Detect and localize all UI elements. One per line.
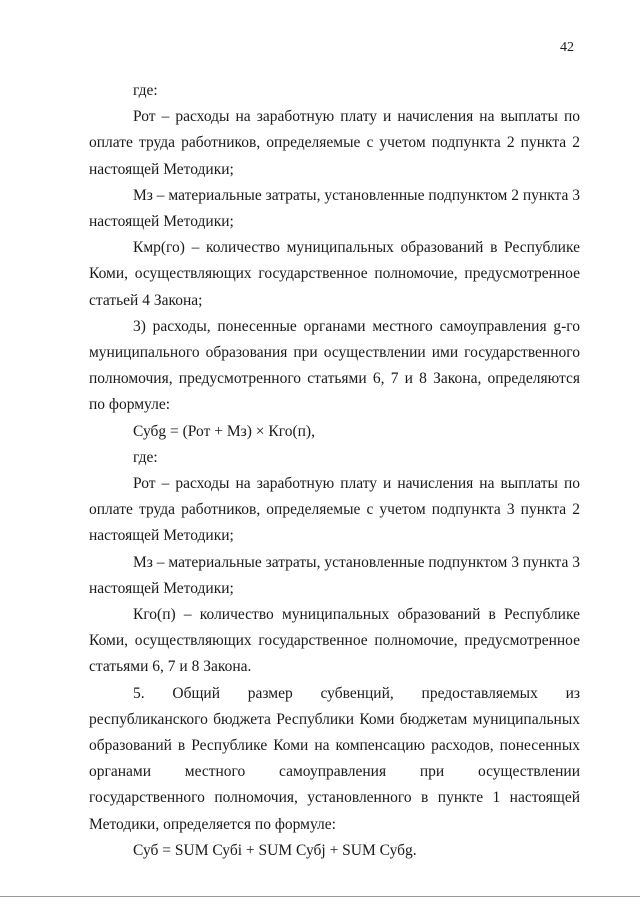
document-body [89, 78, 580, 864]
where-label: где: [133, 82, 158, 99]
clause-5-paragraph: 5. Общий размер субвенций, предоставляемых из республиканского бюджета Республики Коми бюджетам муниципальных образований в Республике Коми на компенсацию расходов, понесенных органами местного самоуправления при осуществлении государственного полномочия, установленного в пункте 1 настоящей Методики, определяется по формуле: [89, 684, 580, 833]
definition-rot: Рот – расходы на заработную плату и начисления на выплаты по оплате труда работников, определяемые с учетом подпункта 2 пункта 2 настоящей Методики; [89, 108, 580, 178]
clause-3-paragraph: 3) расходы, понесенные органами местного самоуправления g-го муниципального образования при осуществлении ими государственного полномочия, предусмотренного статьями 6, 7 и 8 Закона, определяются по формуле: [89, 317, 580, 414]
page-number: 42 [560, 40, 574, 55]
formula-sub-g: Субg = (Рот + Мз) × Кго(п), [133, 422, 315, 440]
definition-rot: Рот – расходы на заработную плату и начисления на выплаты по оплате труда работников, определяемые с учетом подпункта 3 пункта 2 настоящей Методики; [89, 475, 580, 545]
where-label: где: [133, 448, 158, 466]
page-bottom-divider [0, 896, 640, 897]
definition-mz: Мз – материальные затраты, установленные подпунктом 2 пункта 3 настоящей Методики; [89, 186, 580, 231]
definition-kmr: Кмр(го) – количество муниципальных образований в Республике Коми, осуществляющих государственное полномочие, предусмотренное статьей 4 Закона; [89, 239, 580, 309]
definition-mz: Мз – материальные затраты, установленные подпунктом 3 пункта 3 настоящей Методики; [89, 553, 580, 597]
formula-sub-total: Суб = SUM Субi + SUM Субj + SUM Субg. [133, 841, 417, 859]
definition-kgo: Кго(п) – количество муниципальных образований в Республике Коми, осуществляющих государственное полномочие, предусмотренное статьями 6, 7 и 8 Закона. [89, 606, 580, 676]
